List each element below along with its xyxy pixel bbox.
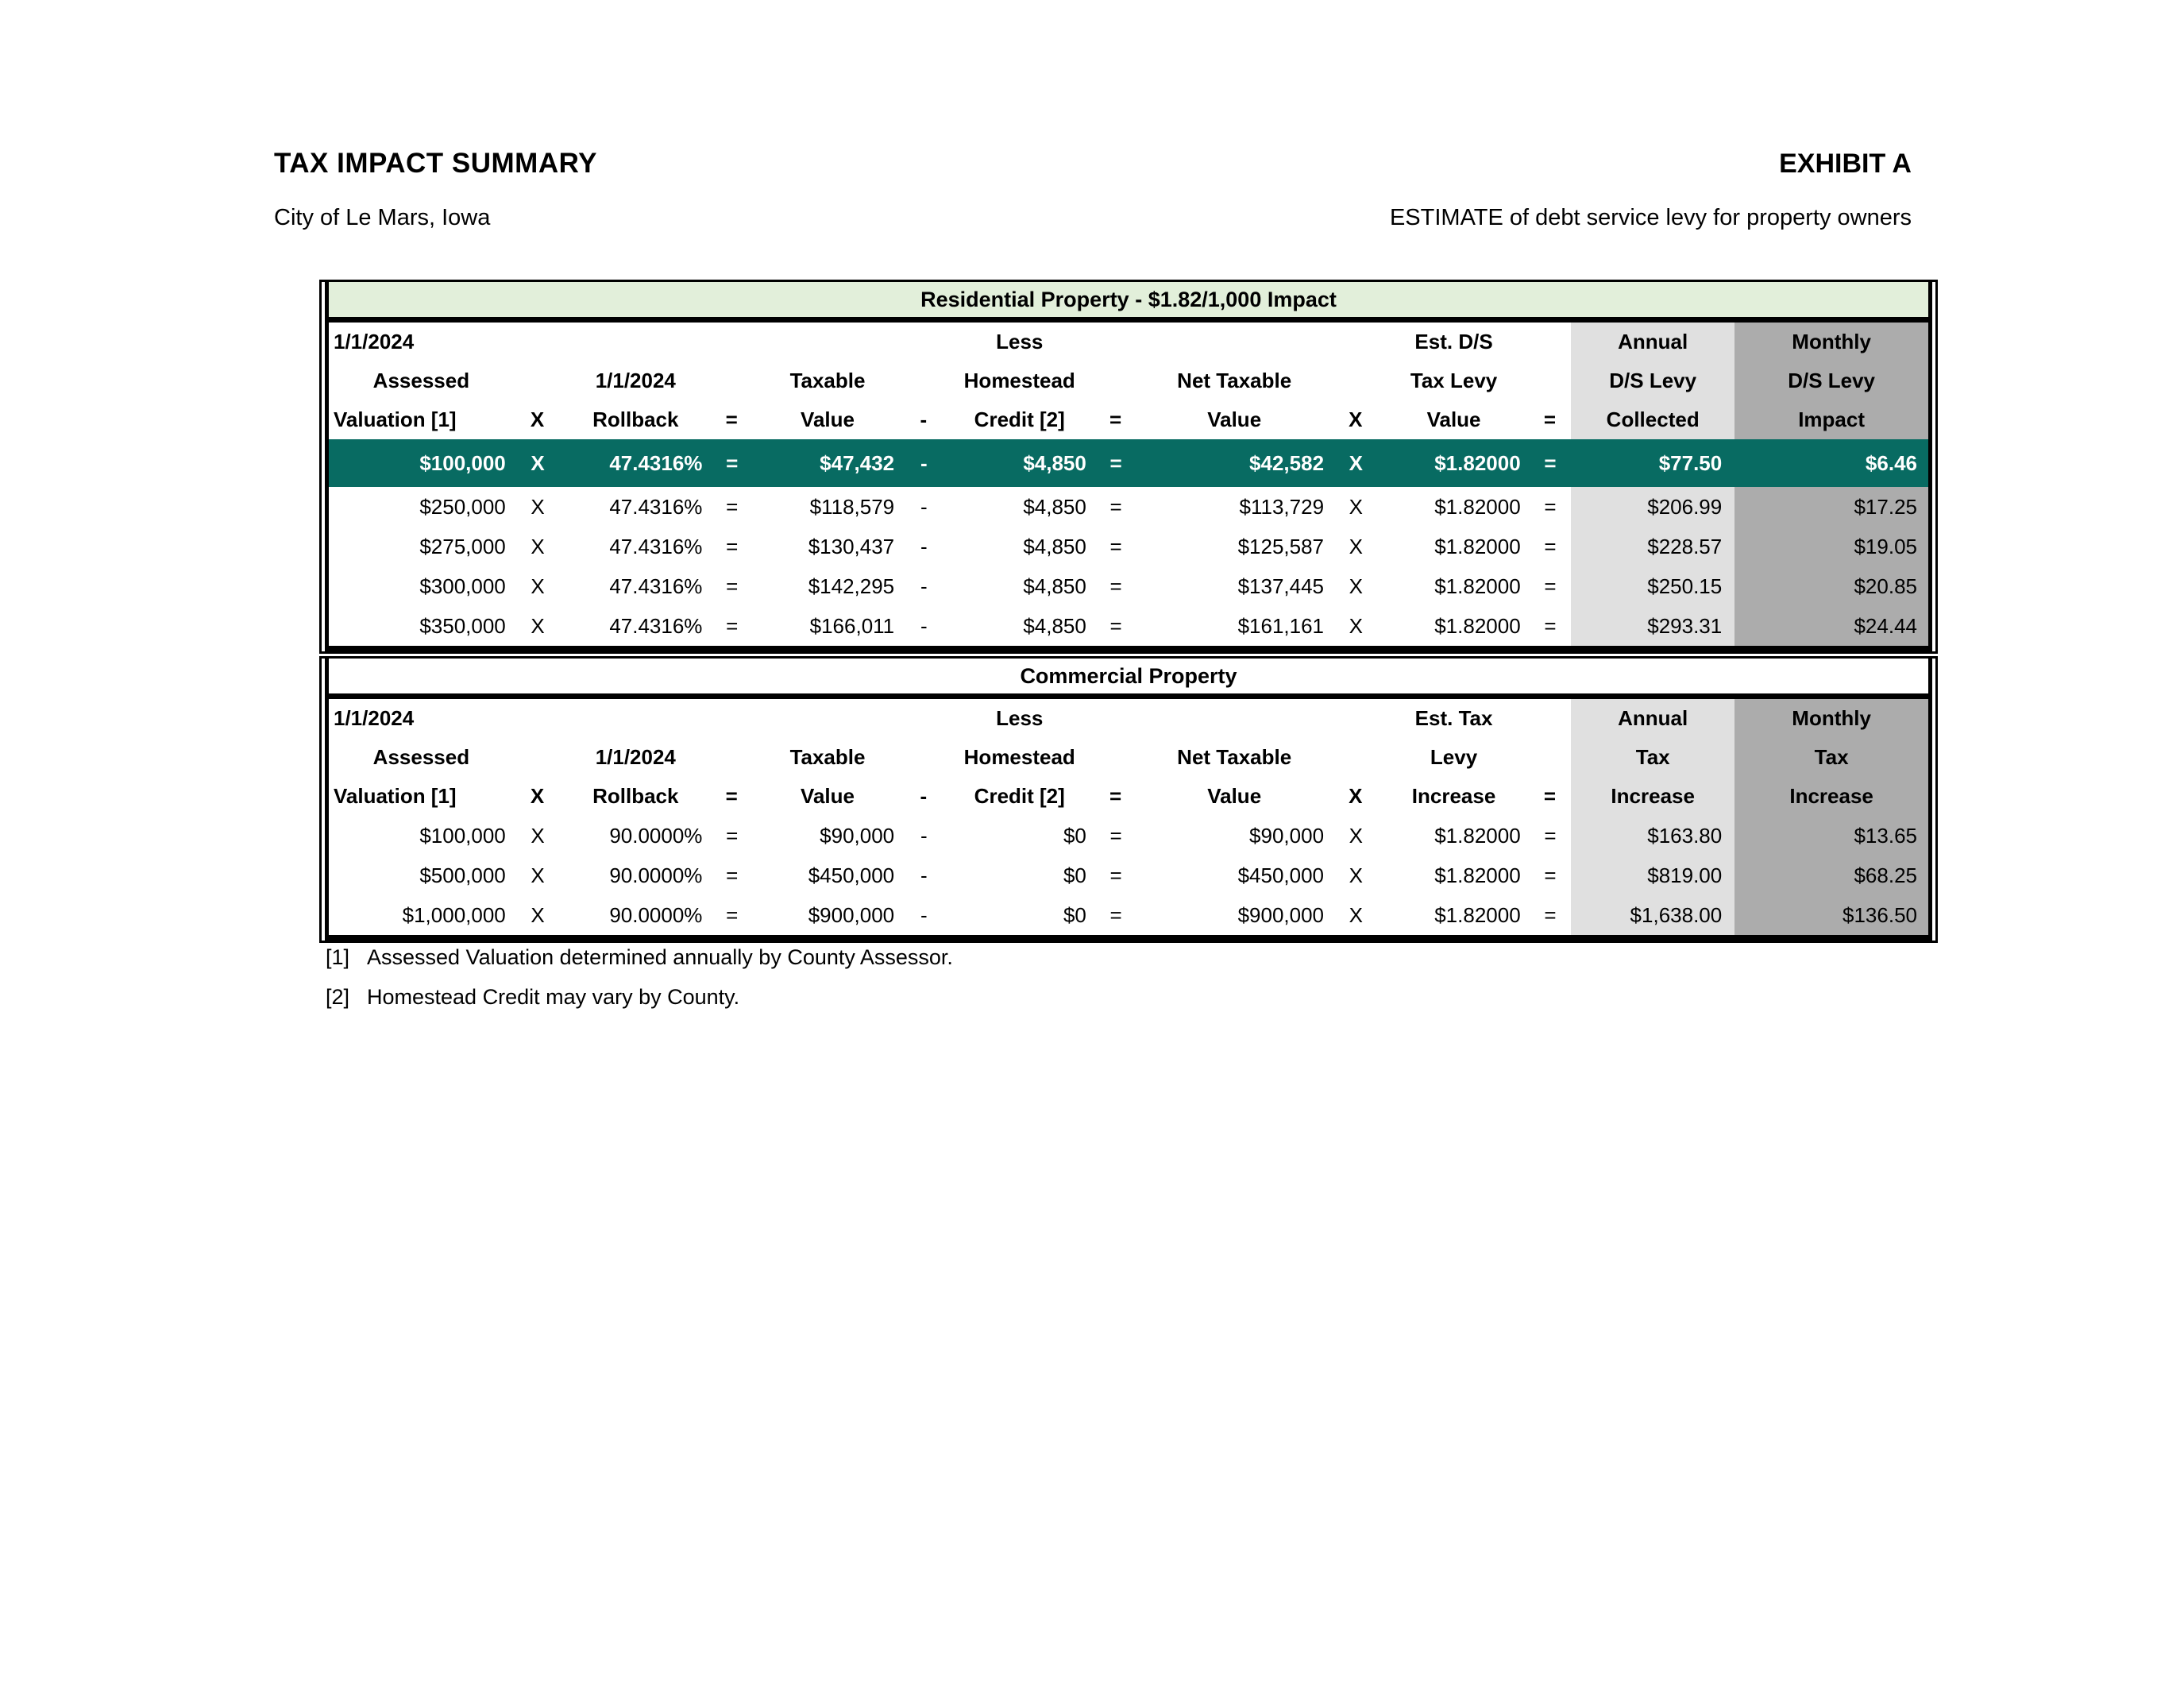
header-cell: Value [1207,408,1262,431]
table-cell: - [902,439,944,487]
footnote-2-text: Homestead Credit may vary by County. [367,985,740,1009]
header-cell: Annual [1571,699,1734,738]
table-cell: $450,000 [1237,863,1325,887]
table-cell: - [920,823,928,848]
table-cell: X [1349,494,1363,519]
table-cell: $500,000 [419,863,506,887]
exhibit-label: EXHIBIT A [1779,149,1912,179]
header-cell: Levy [1430,745,1478,769]
residential-table-grid [329,323,1928,646]
header-cell: D/S Levy [1734,361,1928,400]
header-cell: Taxable [789,369,866,392]
table-cell: 47.4316% [609,574,703,598]
table-cell: $161,161 [1237,613,1325,638]
header-cell [753,699,902,738]
header-cell: 1/1/2024 [595,745,676,769]
table-cell: X [1349,902,1363,927]
table-cell: $118,579 [809,494,895,519]
header-cell: Assessed [372,369,470,392]
header-cell: Est. Tax [1414,706,1493,730]
table-cell: $1.82000 [1434,494,1521,519]
table-cell: $166,011 [809,613,895,638]
table-cell: = [1544,823,1557,848]
table-cell: - [920,574,928,598]
header-cell [561,323,710,361]
table-cell: $17.25 [1734,487,1928,527]
table-cell: $450,000 [808,863,895,887]
table-cell: $42,582 [1136,439,1332,487]
table-cell: = [710,439,752,487]
header-cell: Est. D/S [1414,330,1493,353]
table-cell: $1.82000 [1434,574,1521,598]
table-cell: $100,000 [329,439,514,487]
table-cell: X [531,613,545,638]
header-cell [1094,699,1136,738]
footnote-2-marker: [2] [326,985,350,1009]
table-cell: = [726,863,739,887]
footnote-1-marker: [1] [326,945,350,969]
header-row [329,738,1928,777]
header-row [329,400,1928,439]
header-cell [1529,361,1571,400]
table-cell: X [1349,863,1363,887]
page-subtitle: City of Le Mars, Iowa [274,205,491,230]
table-cell: X [531,823,545,848]
header-cell [902,361,944,400]
header-cell: Value [1426,408,1481,431]
commercial-table-frame [325,659,1932,941]
table-row [329,487,1928,527]
table-cell: $0 [1063,863,1086,887]
header-cell: - [920,784,928,808]
table-cell: 90.0000% [609,823,703,848]
table-cell: $100,000 [419,823,506,848]
table-cell: $900,000 [1237,902,1325,927]
table-cell: = [1109,823,1122,848]
commercial-property-table [319,656,1938,943]
table-cell: X [1332,439,1379,487]
table-row [329,527,1928,566]
header-cell: Value [801,408,855,431]
table-cell: $130,437 [808,534,895,558]
header-cell [1094,738,1136,777]
commercial-table-body [329,816,1928,935]
table-cell: X [531,534,545,558]
header-cell: X [1349,784,1363,808]
table-cell: $350,000 [419,613,506,638]
header-cell [1332,323,1379,361]
header-cell: Value [1207,784,1262,808]
table-cell: $4,850 [1023,613,1086,638]
header-cell: Impact [1734,400,1928,439]
table-cell: $77.50 [1571,439,1734,487]
table-cell: $19.05 [1734,527,1928,566]
header-cell [710,361,752,400]
commercial-table-grid [329,699,1928,935]
footnote-2 [326,985,953,1010]
table-cell: 90.0000% [609,863,703,887]
header-cell [1332,361,1379,400]
header-row [329,699,1928,738]
header-cell [902,323,944,361]
table-cell: = [1529,439,1571,487]
table-cell: $300,000 [419,574,506,598]
table-cell: $163.80 [1571,816,1734,856]
header-cell: Valuation [1] [334,408,457,431]
header-cell: 1/1/2024 [595,369,676,392]
residential-table-frame [325,282,1932,651]
header-cell: - [920,408,928,431]
header-cell: = [1109,408,1122,431]
header-cell: Monthly [1734,323,1928,361]
table-cell: X [531,574,545,598]
table-cell: - [920,613,928,638]
table-cell: $1.82000 [1379,439,1528,487]
header-cell: Collected [1571,400,1734,439]
table-cell: $1.82000 [1434,613,1521,638]
table-cell: = [1109,494,1122,519]
header-row [329,323,1928,361]
table-cell: = [726,823,739,848]
header-cell: = [1543,408,1556,431]
header-cell [1136,323,1332,361]
table-cell: X [1349,613,1363,638]
table-cell: $24.44 [1734,606,1928,646]
table-row [329,606,1928,646]
table-cell: = [1544,902,1557,927]
header-cell [710,323,752,361]
header-cell: Monthly [1734,699,1928,738]
table-cell: 47.4316% [561,439,710,487]
table-cell: $819.00 [1571,856,1734,895]
table-cell: = [1094,439,1136,487]
residential-table-title: Residential Property - $1.82/1,000 Impact [329,282,1928,323]
header-cell: Homestead [963,369,1075,392]
header-cell [710,699,752,738]
header-row [329,777,1928,816]
table-cell: $293.31 [1571,606,1734,646]
header-cell: = [725,784,738,808]
table-cell: = [1544,494,1557,519]
table-cell: - [920,534,928,558]
table-cell: $1,000,000 [402,902,506,927]
table-cell: $4,850 [1023,534,1086,558]
table-cell: $275,000 [419,534,506,558]
table-cell: $4,850 [945,439,1094,487]
header-cell: Tax [1571,738,1734,777]
header-cell [1332,699,1379,738]
header-cell: Net Taxable [1177,369,1292,392]
header-cell: Increase [1734,777,1928,816]
header-cell [514,738,561,777]
table-cell: $4,850 [1023,574,1086,598]
table-cell: - [920,863,928,887]
header-cell [1529,323,1571,361]
header-cell: Tax [1734,738,1928,777]
header-cell: 1/1/2024 [334,706,415,730]
table-row [329,895,1928,935]
header-cell [1529,699,1571,738]
table-cell: = [726,574,739,598]
table-cell: $13.65 [1734,816,1928,856]
header-cell [902,699,944,738]
header-cell [514,361,561,400]
table-cell: $1,638.00 [1571,895,1734,935]
header-cell: Annual [1571,323,1734,361]
header-cell [561,699,710,738]
table-cell: $47,432 [753,439,902,487]
table-cell: $90,000 [1249,823,1325,848]
table-cell: $113,729 [1239,494,1325,519]
table-cell: $206.99 [1571,487,1734,527]
header-cell: Rollback [592,784,679,808]
header-cell: Less [996,330,1044,353]
table-cell: $228.57 [1571,527,1734,566]
header-cell: Increase [1571,777,1734,816]
table-cell: 47.4316% [609,613,703,638]
header-cell [1094,361,1136,400]
document-header-row [274,148,1912,180]
header-cell: X [530,408,545,431]
table-cell: = [726,494,739,519]
table-cell: = [726,613,739,638]
header-cell: 1/1/2024 [334,330,415,353]
residential-table-body [329,439,1928,646]
table-cell: $0 [1063,902,1086,927]
table-cell: 47.4316% [609,494,703,519]
header-cell: Taxable [789,745,866,769]
table-cell: = [1109,863,1122,887]
table-cell: $0 [1063,823,1086,848]
table-cell: $1.82000 [1434,863,1521,887]
table-cell: X [531,863,545,887]
header-cell: Value [801,784,855,808]
header-cell [753,323,902,361]
table-cell: = [1109,613,1122,638]
table-cell: $1.82000 [1434,534,1521,558]
table-cell: $90,000 [820,823,895,848]
commercial-table-header [329,699,1928,816]
table-cell: X [531,902,545,927]
table-cell: = [1109,902,1122,927]
table-cell: $1.82000 [1434,823,1521,848]
header-cell: Homestead [963,745,1075,769]
table-cell: X [531,494,545,519]
table-cell: = [1544,613,1557,638]
table-cell: $68.25 [1734,856,1928,895]
table-row [329,439,1928,487]
table-cell: - [920,494,928,519]
table-cell: $136.50 [1734,895,1928,935]
residential-table-header [329,323,1928,439]
header-cell: = [1109,784,1122,808]
table-cell: = [726,902,739,927]
estimate-note: ESTIMATE of debt service levy for property owners [1389,205,1912,230]
header-cell: Net Taxable [1177,745,1292,769]
header-cell: Credit [2] [974,408,1065,431]
header-row [329,361,1928,400]
header-cell [514,699,561,738]
table-cell: = [1109,574,1122,598]
header-cell: X [1349,408,1363,431]
table-cell: $6.46 [1734,439,1928,487]
header-cell: D/S Levy [1571,361,1734,400]
table-cell: = [1544,863,1557,887]
header-cell [1332,738,1379,777]
header-cell: Credit [2] [974,784,1065,808]
residential-property-table [319,280,1938,654]
table-cell: = [1109,534,1122,558]
table-cell: = [1544,534,1557,558]
header-cell: = [1543,784,1556,808]
table-cell: - [920,902,928,927]
header-cell [514,323,561,361]
header-cell: Increase [1411,784,1496,808]
table-cell: = [1544,574,1557,598]
header-cell: Valuation [1] [334,784,457,808]
page-title: TAX IMPACT SUMMARY [274,148,597,179]
header-cell: Assessed [372,745,470,769]
header-cell: X [530,784,545,808]
table-cell: $137,445 [1237,574,1325,598]
header-cell [1094,323,1136,361]
table-cell: X [1349,574,1363,598]
table-row [329,566,1928,606]
table-cell: $900,000 [808,902,895,927]
table-cell: $142,295 [808,574,895,598]
document-subheader-row [274,205,1912,231]
header-cell: Rollback [592,408,679,431]
header-cell [1136,699,1332,738]
footnote-1-text: Assessed Valuation determined annually by County Assessor. [367,945,953,969]
table-cell: X [514,439,561,487]
footnote-1 [326,945,953,970]
table-row [329,856,1928,895]
table-row [329,816,1928,856]
table-cell: $20.85 [1734,566,1928,606]
header-cell [902,738,944,777]
table-cell: 90.0000% [609,902,703,927]
table-cell: 47.4316% [609,534,703,558]
commercial-table-title: Commercial Property [329,659,1928,699]
footnotes [326,945,953,1025]
table-cell: X [1349,534,1363,558]
header-cell: = [725,408,738,431]
table-cell: $250,000 [419,494,506,519]
table-cell: X [1349,823,1363,848]
table-cell: $4,850 [1023,494,1086,519]
table-cell: = [726,534,739,558]
table-cell: $125,587 [1237,534,1325,558]
header-cell [710,738,752,777]
header-cell: Less [996,706,1044,730]
header-cell [1529,738,1571,777]
table-cell: $250.15 [1571,566,1734,606]
header-cell: Tax Levy [1410,369,1498,392]
table-cell: $1.82000 [1434,902,1521,927]
